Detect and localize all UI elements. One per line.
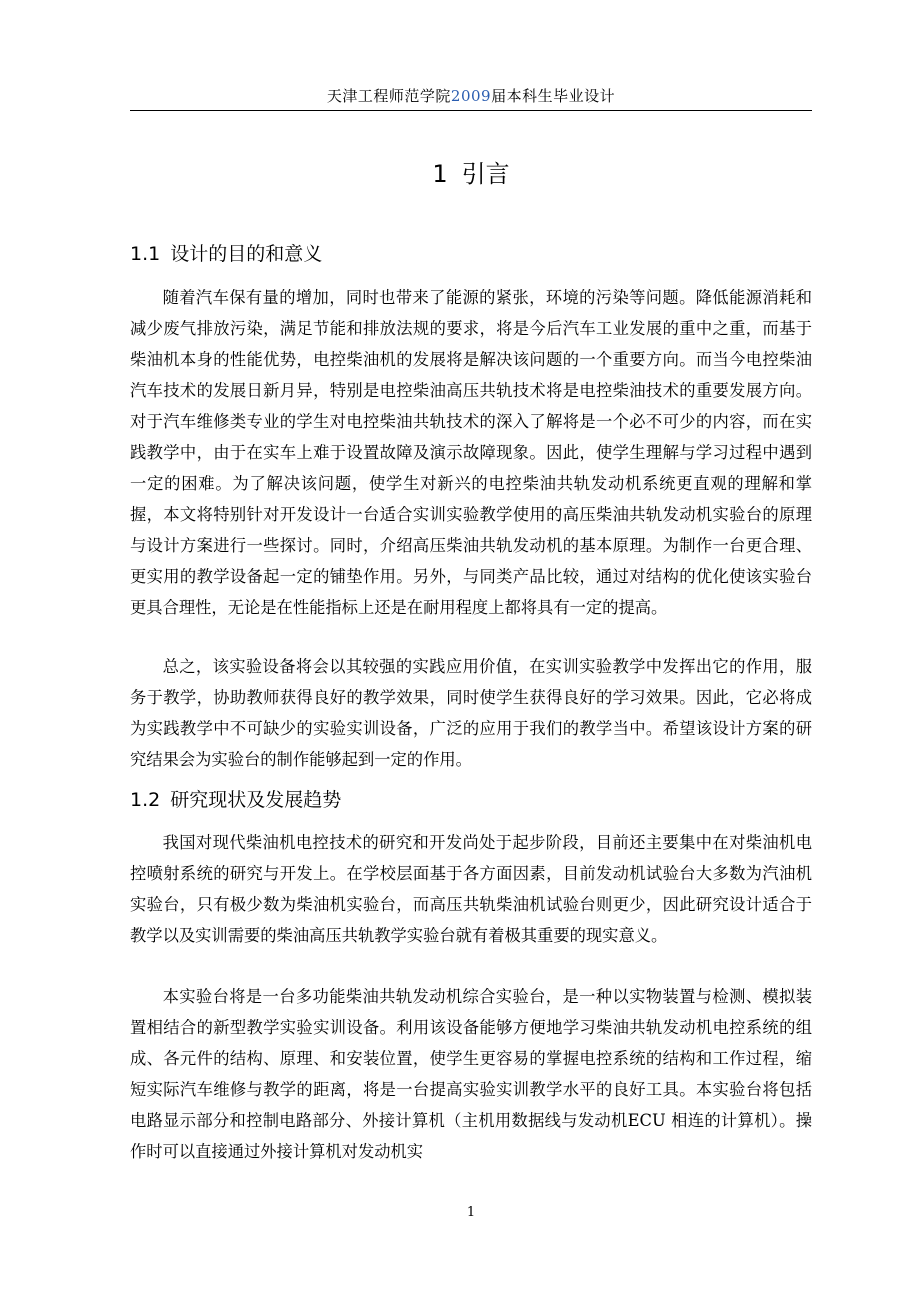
body-paragraph: 随着汽车保有量的增加，同时也带来了能源的紧张，环境的污染等问题。降低能源消耗和减少废气排放污染，满足节能和排放法规的要求，将是今后汽车工业发展的重中之重，而基于柴油机本身的性能优势，电控柴油机的发展将是解决该问题的一个重要方向。而当今电控柴油汽车技术的发展日新月异，特别是电控柴油高压共轨技术将是电控柴油技术的重要发展方向。对于汽车维修类专业的学生对电控柴油共轨技术的深入了解将是一个必不可少的内容，而在实践教学中，由于在实车上难于设置故障及演示故障现象。因此，使学生理解与学习过程中遇到一定的困难。为了解决该问题，使学生对新兴的电控柴油共轨发动机系统更直观的理解和掌握，本文将特别针对开发设计一台适合实训实验教学使用的高压柴油共轨发动机实验台的原理与设计方案进行一些探讨。同时，介绍高压柴油共轨发动机的基本原理。为制作一台更合理、更实用的教学设备起一定的铺垫作用。另外，与同类产品比较，通过对结构的优化使该实验台更具合理性，无论是在性能指标上还是在耐用程度上都将具有一定的提高。: [130, 288, 812, 617]
body-paragraph: 总之，该实验设备将会以其较强的实践应用价值，在实训实验教学中发挥出它的作用，服务于教学，协助教师获得良好的教学效果，同时使学生获得良好的学习效果。因此，它必将成为实践教学中不可缺少的实验实训设备，广泛的应用于我们的教学当中。希望该设计方案的研究结果会为实验台的制作能够起到一定的作用。: [130, 657, 812, 769]
page-number: 1: [466, 1205, 476, 1220]
section-title-1-2: [130, 786, 341, 814]
section-title-1-1: [130, 240, 322, 268]
header-subtitle: 届本科生毕业设计: [491, 87, 616, 105]
header-institution: 天津工程师范学院: [326, 87, 451, 105]
chapter-number: 1: [432, 160, 448, 188]
chapter-heading: 引言: [461, 160, 510, 188]
header-divider: [130, 110, 812, 111]
section-heading: 设计的目的和意义: [170, 243, 323, 265]
chapter-title: [130, 156, 812, 192]
section-number: 1.1: [130, 243, 161, 265]
section-heading: 研究现状及发展趋势: [170, 789, 342, 811]
page-header: [130, 86, 812, 106]
body-paragraph: 我国对现代柴油机电控技术的研究和开发尚处于起步阶段，目前还主要集中在对柴油机电控喷射系统的研究与开发上。在学校层面基于各方面因素，目前发动机试验台大多数为汽油机实验台，只有极少数为柴油机实验台，而高压共轨柴油机试验台则更少，因此研究设计适合于教学以及实训需要的柴油高压共轨教学实验台就有着极其重要的现实意义。: [130, 833, 812, 945]
section-number: 1.2: [130, 789, 161, 811]
body-paragraph: 本实验台将是一台多功能柴油共轨发动机综合实验台，是一种以实物装置与检测、模拟装置相结合的新型教学实验实训设备。利用该设备能够方便地学习柴油共轨发动机电控系统的组成、各元件的结构、原理、和安装位置，使学生更容易的掌握电控系统的结构和工作过程，缩短实际汽车维修与教学的距离，将是一台提高实验实训教学水平的良好工具。本实验台将包括电路显示部分和控制电路部分、外接计算机（主机用数据线与发动机ECU 相连的计算机）。操作时可以直接通过外接计算机对发动机实: [130, 987, 812, 1161]
header-year: 2009: [450, 87, 492, 105]
